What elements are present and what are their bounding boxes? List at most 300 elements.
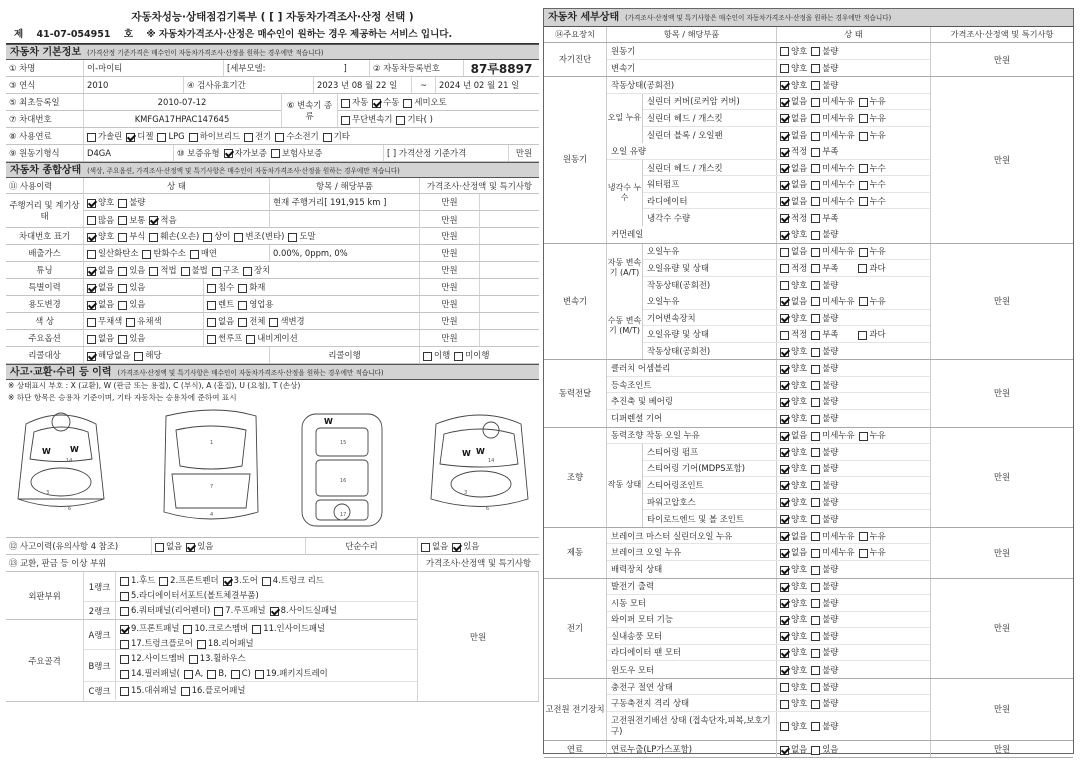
hv-group: 고전원 전기장치 충전구 절연 상태 양호 불량 구동축전지 격리 상태 양호 불량 고전원전기배선 상태 (접속단자,피복,보호기구) 양호 불량 만원 xyxy=(544,679,1073,741)
detail-checkbox[interactable]: 불량 xyxy=(811,395,838,407)
fuel-checkbox[interactable]: LPG xyxy=(157,131,184,141)
detail-checkbox[interactable]: 없음 xyxy=(780,743,807,755)
checkbox-icon xyxy=(87,318,96,327)
mileage-checkbox[interactable]: 불량 xyxy=(118,196,145,208)
detail-checkbox[interactable]: 미세누유 xyxy=(811,129,854,141)
detail-checkbox[interactable]: 누유 xyxy=(859,295,886,307)
detail-row: 라디에이터 없음 미세누수 누수 xyxy=(643,193,930,210)
detail-checkbox[interactable]: 없음 xyxy=(780,295,807,307)
detail-checkbox[interactable]: 누유 xyxy=(859,95,886,107)
detail-checkbox[interactable]: 양호 xyxy=(780,479,807,491)
svg-text:3: 3 xyxy=(46,490,50,496)
tuning-checkbox[interactable]: 있음 xyxy=(118,264,145,276)
main-option2-checkbox[interactable]: 내비게이션 xyxy=(246,332,297,344)
rank1-checkbox[interactable]: 4.트렁크 리드 xyxy=(262,574,324,587)
accident-history-label: ⑫ 사고이력(유의사항 4 참조) xyxy=(6,538,152,554)
detail-checkbox[interactable]: 불량 xyxy=(811,362,838,374)
detail-checkbox[interactable]: 미세누유 xyxy=(811,530,854,542)
checkbox-icon xyxy=(780,281,789,290)
checkbox-icon xyxy=(780,398,789,407)
fuel-checkbox[interactable]: 수소전기 xyxy=(275,130,318,142)
rankA-checkbox[interactable]: 11.인사이드패널 xyxy=(252,622,325,635)
svg-text:1: 1 xyxy=(210,440,214,446)
detail-checkbox[interactable]: 양호 xyxy=(780,613,807,625)
accident-checkbox[interactable]: 없음 xyxy=(155,540,182,552)
rank1-checkbox[interactable]: 1.후드 xyxy=(120,574,155,587)
usage2-checkbox[interactable]: 렌트 xyxy=(207,298,234,310)
detail-row: 배력장치 상태 양호 불량 xyxy=(607,561,930,578)
checkbox-icon xyxy=(341,99,350,108)
checkbox-icon xyxy=(811,515,820,524)
detail-checkbox[interactable]: 적정 xyxy=(780,262,807,274)
checkbox-icon xyxy=(780,331,789,340)
svg-text:7: 7 xyxy=(210,484,214,490)
checkbox-icon xyxy=(780,566,789,575)
vin-mark-checkbox[interactable]: 변조(변타) xyxy=(234,230,284,242)
vin-mark-checkbox[interactable]: 도말 xyxy=(288,230,315,242)
recall-checkbox[interactable]: 해당없음 xyxy=(87,349,130,361)
gauge-checkbox[interactable]: 보통 xyxy=(118,214,145,226)
detail-checkbox[interactable]: 양호 xyxy=(780,446,807,458)
detail-checkbox[interactable]: 있음 xyxy=(811,743,838,755)
transmission-checkbox[interactable]: 세미오토 xyxy=(403,96,446,108)
checkbox-icon xyxy=(118,267,127,276)
detail-checkbox[interactable]: 누유 xyxy=(859,129,886,141)
rankB-checkbox[interactable]: 12.사이드멤버 xyxy=(120,652,185,665)
checkbox-icon xyxy=(275,133,284,142)
checkbox-icon xyxy=(780,515,789,524)
rank2-checkbox[interactable]: 6.쿼터패널(리어펜더) xyxy=(120,604,210,616)
detail-row: 오일누유 없음 미세누유 누유 xyxy=(643,293,930,310)
color2-checkbox[interactable]: 없음 xyxy=(207,315,234,327)
detail-checkbox[interactable]: 양호 xyxy=(780,513,807,525)
detail-checkbox[interactable]: 불량 xyxy=(811,345,838,357)
checkbox-icon xyxy=(271,149,280,158)
detail-checkbox[interactable]: 없음 xyxy=(780,178,807,190)
detail-checkbox[interactable]: 과다 xyxy=(858,328,885,340)
checkbox-icon xyxy=(262,577,271,586)
rankA-checkbox[interactable]: 18.리어패널 xyxy=(197,637,254,650)
detail-checkbox[interactable]: 미세누유 xyxy=(811,546,854,558)
rankB-checkbox[interactable]: 13.휠하우스 xyxy=(189,652,246,665)
vin-mark-checkbox[interactable]: 훼손(오손) xyxy=(149,230,199,242)
main-option-checkbox[interactable]: 있음 xyxy=(118,332,145,344)
current-mileage: 현재 주행거리[ 191,915 km ] xyxy=(270,194,420,210)
rankB-checkbox[interactable]: A, xyxy=(184,667,203,680)
checkbox-icon xyxy=(811,47,820,56)
rankC-checkbox[interactable]: 15.대쉬패널 xyxy=(120,684,177,696)
detail-row: 오일유량 및 상태 적정 부족 과다 xyxy=(643,326,930,343)
detail-checkbox[interactable]: 불량 xyxy=(811,681,838,693)
rankB-checkbox[interactable]: B, xyxy=(207,667,226,680)
special2-checkbox[interactable]: 화재 xyxy=(238,281,265,293)
repair-checkbox[interactable]: 없음 xyxy=(421,540,448,552)
exchange-label: ⑬ 교환, 판금 등 이상 부위 xyxy=(6,555,418,571)
detail-checkbox[interactable]: 불량 xyxy=(811,412,838,424)
fuel-options xyxy=(84,128,539,144)
fuel-checkbox[interactable]: 기타 xyxy=(323,130,350,142)
detail-checkbox[interactable]: 미세누유 xyxy=(811,295,854,307)
gauge-checkbox[interactable]: 많음 xyxy=(87,214,114,226)
color2-checkbox[interactable]: 색변경 xyxy=(269,315,304,327)
transmission-options xyxy=(338,94,539,111)
detail-checkbox[interactable]: 불량 xyxy=(811,379,838,391)
detail-checkbox[interactable]: 부족 xyxy=(811,262,838,274)
detail-checkbox[interactable]: 양호 xyxy=(780,379,807,391)
base-price-label: [ ] 가격산정 기준가격 xyxy=(384,145,509,161)
detail-row: 시동 모터 양호 불량 xyxy=(607,595,930,612)
rankA-checkbox[interactable]: 9.프론트패널 xyxy=(120,622,179,635)
checkbox-icon xyxy=(811,398,820,407)
checkbox-icon xyxy=(214,607,223,616)
checkbox-icon xyxy=(212,267,221,276)
accident-header: 사고·교환·수리 등 이력 (가격조사·산정액 및 특기사항은 매수인이 자동차가격조사·산정을 원하는 경우에만 적습니다) xyxy=(6,364,539,380)
emission-checkbox[interactable]: 탄화수소 xyxy=(142,247,185,259)
detail-checkbox[interactable]: 불량 xyxy=(811,697,838,709)
checkbox-icon xyxy=(181,267,190,276)
inspection-validity-label: ④ 검사유효기간 xyxy=(184,77,314,93)
detail-checkbox[interactable]: 양호 xyxy=(780,45,807,57)
detail-checkbox[interactable]: 불량 xyxy=(811,513,838,525)
detail-checkbox[interactable]: 불량 xyxy=(811,446,838,458)
detail-checkbox[interactable]: 양호 xyxy=(780,279,807,291)
vin-mark-checkbox[interactable]: 양호 xyxy=(87,230,114,242)
detail-row: 동력조향 작동 오일 누유 없음 미세누유 누유 xyxy=(607,428,930,445)
checkbox-icon xyxy=(142,250,151,259)
detail-checkbox[interactable]: 양호 xyxy=(780,597,807,609)
fuel-checkbox[interactable]: 가솔린 xyxy=(87,130,122,142)
warranty-type: ⑩ 보증유형 자가보증 보험사보증 xyxy=(174,145,384,161)
recall-done-checkbox[interactable]: 미이행 xyxy=(454,349,489,361)
detail-checkbox[interactable]: 양호 xyxy=(780,395,807,407)
checkbox-icon xyxy=(223,577,232,586)
fuel-checkbox[interactable]: 전기 xyxy=(244,130,271,142)
detail-row: 실린더 블록 / 오일팬 없음 미세누유 누유 xyxy=(643,127,930,144)
checkbox-icon xyxy=(189,655,198,664)
detail-checkbox[interactable]: 없음 xyxy=(780,195,807,207)
tuning xyxy=(84,262,420,278)
detail-checkbox[interactable]: 양호 xyxy=(780,681,807,693)
special-checkbox[interactable]: 없음 xyxy=(87,281,114,293)
detail-checkbox[interactable]: 미세누수 xyxy=(811,162,854,174)
checkbox-icon xyxy=(780,616,789,625)
checkbox-icon xyxy=(859,197,868,206)
usage2-checkbox[interactable]: 영업용 xyxy=(238,298,273,310)
checkbox-icon xyxy=(859,164,868,173)
checkbox-icon xyxy=(811,415,820,424)
detail-checkbox[interactable]: 없음 xyxy=(780,112,807,124)
detail-checkbox[interactable]: 부족 xyxy=(811,328,838,340)
summary-row: 주요옵션 없음 있음 썬루프 내비게이션 만원 xyxy=(6,330,539,347)
checkbox-icon xyxy=(780,583,789,592)
rankC-checkbox[interactable]: 16.플로어패널 xyxy=(181,684,246,696)
detail-checkbox[interactable]: 누유 xyxy=(859,245,886,257)
mileage-checkbox[interactable]: 양호 xyxy=(87,196,114,208)
usage-checkbox[interactable]: 있음 xyxy=(118,298,145,310)
checkbox-icon xyxy=(149,267,158,276)
detail-checkbox[interactable]: 양호 xyxy=(780,79,807,91)
detail-checkbox[interactable]: 누수 xyxy=(859,178,886,190)
checkbox-icon xyxy=(207,318,216,327)
color-checkbox[interactable]: 유채색 xyxy=(126,315,161,327)
detail-checkbox[interactable]: 부족 xyxy=(811,212,838,224)
detail-row: 실내송풍 모터 양호 불량 xyxy=(607,628,930,645)
service-notice: ※ 자동차가격조사·산정은 매수인이 원하는 경우 제공하는 서비스 입니다. xyxy=(146,29,453,40)
tuning-checkbox[interactable]: 장치 xyxy=(243,264,270,276)
checkbox-icon xyxy=(811,281,820,290)
checkbox-icon xyxy=(780,297,789,306)
checkbox-icon xyxy=(780,746,789,755)
rankB-checkbox[interactable]: C) xyxy=(231,667,251,680)
detail-model: [세부모델: ] xyxy=(224,60,370,76)
detail-checkbox[interactable]: 양호 xyxy=(780,312,807,324)
checkbox-icon xyxy=(120,655,129,664)
checkbox-icon xyxy=(780,465,789,474)
detail-checkbox[interactable]: 누유 xyxy=(859,530,886,542)
detail-checkbox[interactable]: 불량 xyxy=(811,62,838,74)
main-option xyxy=(84,330,204,346)
detail-checkbox[interactable]: 미세누유 xyxy=(811,95,854,107)
checkbox-icon xyxy=(859,248,868,257)
detail-checkbox[interactable]: 불량 xyxy=(811,597,838,609)
detail-checkbox[interactable]: 적정 xyxy=(780,212,807,224)
vin-mark-checkbox[interactable]: 부식 xyxy=(118,230,145,242)
checkbox-icon xyxy=(87,284,96,293)
detail-row: 원동기 양호 불량 xyxy=(607,43,930,60)
mark-w5: W xyxy=(476,447,485,456)
special2-checkbox[interactable]: 침수 xyxy=(207,281,234,293)
checkbox-icon xyxy=(811,197,820,206)
transmission-checkbox[interactable]: 수동 xyxy=(372,96,399,108)
checkbox-icon xyxy=(780,532,789,541)
gauge-checkbox[interactable]: 적음 xyxy=(149,214,176,226)
detail-checkbox[interactable]: 미세누유 xyxy=(811,429,854,441)
recall xyxy=(84,347,270,363)
warranty-checkbox[interactable]: 보험사보증 xyxy=(271,147,322,159)
detail-checkbox[interactable]: 미세누유 xyxy=(811,245,854,257)
color-checkbox[interactable]: 무채색 xyxy=(87,315,122,327)
detail-checkbox[interactable]: 양호 xyxy=(780,664,807,676)
summary-row: 배출가스 일산화탄소 탄화수소 매연 0.00%, 0ppm, 0% 만원 xyxy=(6,245,539,262)
detail-checkbox[interactable]: 미세누수 xyxy=(811,195,854,207)
usage-checkbox[interactable]: 없음 xyxy=(87,298,114,310)
detail-row: 등속조인트 양호 불량 xyxy=(607,377,930,394)
detail-checkbox[interactable]: 불량 xyxy=(811,580,838,592)
tuning-checkbox[interactable]: 적법 xyxy=(149,264,176,276)
detail-checkbox[interactable]: 불량 xyxy=(811,79,838,91)
rankA-checkbox[interactable]: 17.트렁크플로어 xyxy=(120,637,193,650)
main-option-checkbox[interactable]: 없음 xyxy=(87,332,114,344)
detail-checkbox[interactable]: 양호 xyxy=(780,62,807,74)
detail-checkbox[interactable]: 누유 xyxy=(859,546,886,558)
vin-value: KMFGA17HPAC147645 xyxy=(134,114,230,124)
detail-checkbox[interactable]: 양호 xyxy=(780,697,807,709)
checkbox-icon xyxy=(118,301,127,310)
checkbox-icon xyxy=(780,365,789,374)
tuning-checkbox[interactable]: 없음 xyxy=(87,264,114,276)
emission-checkbox[interactable]: 매연 xyxy=(190,247,217,259)
detail-checkbox[interactable]: 불량 xyxy=(811,45,838,57)
transmission-checkbox[interactable]: 기타( ) xyxy=(396,113,432,125)
year-value: 2010 xyxy=(84,77,184,93)
fuel-checkbox[interactable]: 디젤 xyxy=(126,130,153,142)
rankA-checkbox[interactable]: 10.크로스멤버 xyxy=(183,622,248,635)
detail-checkbox[interactable]: 없음 xyxy=(780,95,807,107)
emission-checkbox[interactable]: 일산화탄소 xyxy=(87,247,138,259)
checkbox-icon xyxy=(190,250,199,259)
checkbox-icon xyxy=(780,448,789,457)
recall-done-checkbox[interactable]: 이행 xyxy=(423,349,450,361)
checkbox-icon xyxy=(811,498,820,507)
checkbox-icon xyxy=(780,683,789,692)
usage2 xyxy=(204,296,420,312)
checkbox-icon xyxy=(780,47,789,56)
checkbox-icon xyxy=(811,583,820,592)
detail-checkbox[interactable]: 양호 xyxy=(780,228,807,240)
rank1-checkbox[interactable]: 5.라디에이터서포트(볼트체결부품) xyxy=(120,589,259,602)
detail-checkbox[interactable]: 불량 xyxy=(811,462,838,474)
recall-checkbox[interactable]: 해당 xyxy=(134,349,161,361)
checkbox-icon xyxy=(858,331,867,340)
svg-text:6: 6 xyxy=(486,506,490,512)
detail-checkbox[interactable]: 양호 xyxy=(780,345,807,357)
detail-row: 냉각수 수량 적정 부족 xyxy=(643,209,930,226)
detail-row: 발전기 출력 양호 불량 xyxy=(607,579,930,596)
checkbox-icon xyxy=(780,381,789,390)
checkbox-icon xyxy=(118,216,127,225)
emission-values: 0.00%, 0ppm, 0% xyxy=(270,245,420,261)
checkbox-icon xyxy=(780,132,789,141)
rank2-checkbox[interactable]: 8.사이드실패널 xyxy=(270,604,338,616)
checkbox-icon xyxy=(149,233,158,242)
checkbox-icon xyxy=(87,199,96,208)
rank1-checkbox[interactable]: 3.도어 xyxy=(223,574,258,587)
detail-checkbox[interactable]: 없음 xyxy=(780,429,807,441)
checkbox-icon xyxy=(118,199,127,208)
detail-checkbox[interactable]: 적정 xyxy=(780,328,807,340)
transmission-checkbox[interactable]: 자동 xyxy=(341,96,368,108)
detail-checkbox[interactable]: 미세누수 xyxy=(811,178,854,190)
detail-checkbox[interactable]: 부족 xyxy=(811,145,838,157)
color2-checkbox[interactable]: 전체 xyxy=(238,315,265,327)
detail-checkbox[interactable]: 불량 xyxy=(811,563,838,575)
detail-checkbox[interactable]: 불량 xyxy=(811,720,838,732)
detail-checkbox[interactable]: 없음 xyxy=(780,530,807,542)
detail-checkbox[interactable]: 없음 xyxy=(780,162,807,174)
detail-checkbox[interactable]: 양호 xyxy=(780,462,807,474)
detail-checkbox[interactable]: 양호 xyxy=(780,362,807,374)
detail-checkbox[interactable]: 불량 xyxy=(811,630,838,642)
checkbox-icon xyxy=(252,625,261,634)
detail-checkbox[interactable]: 불량 xyxy=(811,664,838,676)
detail-checkbox[interactable]: 불량 xyxy=(811,496,838,508)
checkbox-icon xyxy=(234,233,243,242)
selfdiag-group: 자기진단 원동기 양호 불량 변속기 양호 불량 만원 xyxy=(544,43,1073,77)
detail-checkbox[interactable]: 누유 xyxy=(859,429,886,441)
rankB-checkbox[interactable]: 19.패키지트레이 xyxy=(255,667,328,680)
rank1-checkbox[interactable]: 2.프론트펜더 xyxy=(159,574,218,587)
rank2-checkbox[interactable]: 7.루프패널 xyxy=(214,604,265,616)
special-checkbox[interactable]: 있음 xyxy=(118,281,145,293)
checkbox-icon xyxy=(396,116,405,125)
detail-checkbox[interactable]: 양호 xyxy=(780,412,807,424)
svg-text:6: 6 xyxy=(68,506,72,512)
detail-checkbox[interactable]: 과다 xyxy=(858,262,885,274)
detail-checkbox[interactable]: 불량 xyxy=(811,279,838,291)
detail-checkbox[interactable]: 불량 xyxy=(811,312,838,324)
checkbox-icon xyxy=(118,233,127,242)
transmission-label: ⑥ 변속기 종류 xyxy=(282,94,338,127)
detail-checkbox[interactable]: 양호 xyxy=(780,496,807,508)
checkbox-icon xyxy=(183,625,192,634)
tuning-checkbox[interactable]: 구조 xyxy=(212,264,239,276)
detail-checkbox[interactable]: 누유 xyxy=(859,112,886,124)
detail-checkbox[interactable]: 없음 xyxy=(780,129,807,141)
checkbox-icon xyxy=(203,233,212,242)
validity-from: 2023 년 08 월 22 일 xyxy=(314,77,412,93)
validity-to: 2024 년 02 월 21 일 xyxy=(439,80,520,90)
checkbox-icon xyxy=(238,301,247,310)
checkbox-icon xyxy=(811,700,820,709)
vin-mark-checkbox[interactable]: 상이 xyxy=(203,230,230,242)
detail-checkbox[interactable]: 적정 xyxy=(780,145,807,157)
transmission-checkbox[interactable]: 무단변속기 xyxy=(341,113,392,125)
detail-checkbox[interactable]: 누수 xyxy=(859,162,886,174)
accident-checkbox[interactable]: 있음 xyxy=(186,540,213,552)
detail-checkbox[interactable]: 불량 xyxy=(811,646,838,658)
summary-header: 자동차 종합상태 (색상, 주요옵션, 가격조사·산정액 및 특기사항은 매수인이 자동차가격조사·산정을 원하는 경우에만 적습니다) xyxy=(6,162,539,178)
mark-w1: W xyxy=(42,447,51,456)
checkbox-icon xyxy=(780,231,789,240)
detail-row: 커먼레일 양호 불량 xyxy=(607,226,930,243)
detail-row: 실린더 커버(로커암 커버) 없음 미세누유 누유 xyxy=(643,94,930,111)
checkbox-icon xyxy=(780,481,789,490)
detail-checkbox[interactable]: 양호 xyxy=(780,563,807,575)
checkbox-icon xyxy=(811,616,820,625)
rankB-checkbox[interactable]: 14.필러패널( xyxy=(120,667,180,680)
repair-checkbox[interactable]: 있음 xyxy=(452,540,479,552)
warranty-checkbox[interactable]: 자가보증 xyxy=(224,147,267,159)
detail-checkbox[interactable]: 누수 xyxy=(859,195,886,207)
checkbox-icon xyxy=(186,543,195,552)
detail-checkbox[interactable]: 불량 xyxy=(811,228,838,240)
legend-symbols: ※ 상태표시 부호 : X (교환), W (판금 또는 용접), C (부식), A (흠집), U (요철), T (손상) xyxy=(8,381,301,390)
main-option2-checkbox[interactable]: 썬루프 xyxy=(207,332,242,344)
emission xyxy=(84,245,270,261)
checkbox-icon xyxy=(120,592,129,601)
detail-checkbox[interactable]: 미세누유 xyxy=(811,112,854,124)
detail-checkbox[interactable]: 없음 xyxy=(780,245,807,257)
detail-checkbox[interactable]: 양호 xyxy=(780,720,807,732)
car-name-value: 이-마이티 xyxy=(84,60,224,76)
checkbox-icon xyxy=(859,432,868,441)
checkbox-icon xyxy=(207,335,216,344)
detail-checkbox[interactable]: 불량 xyxy=(811,479,838,491)
fuel-checkbox[interactable]: 하이브리드 xyxy=(189,130,240,142)
detail-checkbox[interactable]: 불량 xyxy=(811,613,838,625)
detail-checkbox[interactable]: 없음 xyxy=(780,546,807,558)
checkbox-icon xyxy=(859,181,868,190)
checkbox-icon xyxy=(87,267,96,276)
checkbox-icon xyxy=(126,133,135,142)
detail-checkbox[interactable]: 양호 xyxy=(780,646,807,658)
checkbox-icon xyxy=(811,432,820,441)
detail-checkbox[interactable]: 양호 xyxy=(780,630,807,642)
tuning-checkbox[interactable]: 불법 xyxy=(181,264,208,276)
checkbox-icon xyxy=(811,248,820,257)
detail-checkbox[interactable]: 양호 xyxy=(780,580,807,592)
outer-panel-label: 외판부위 xyxy=(6,572,84,619)
